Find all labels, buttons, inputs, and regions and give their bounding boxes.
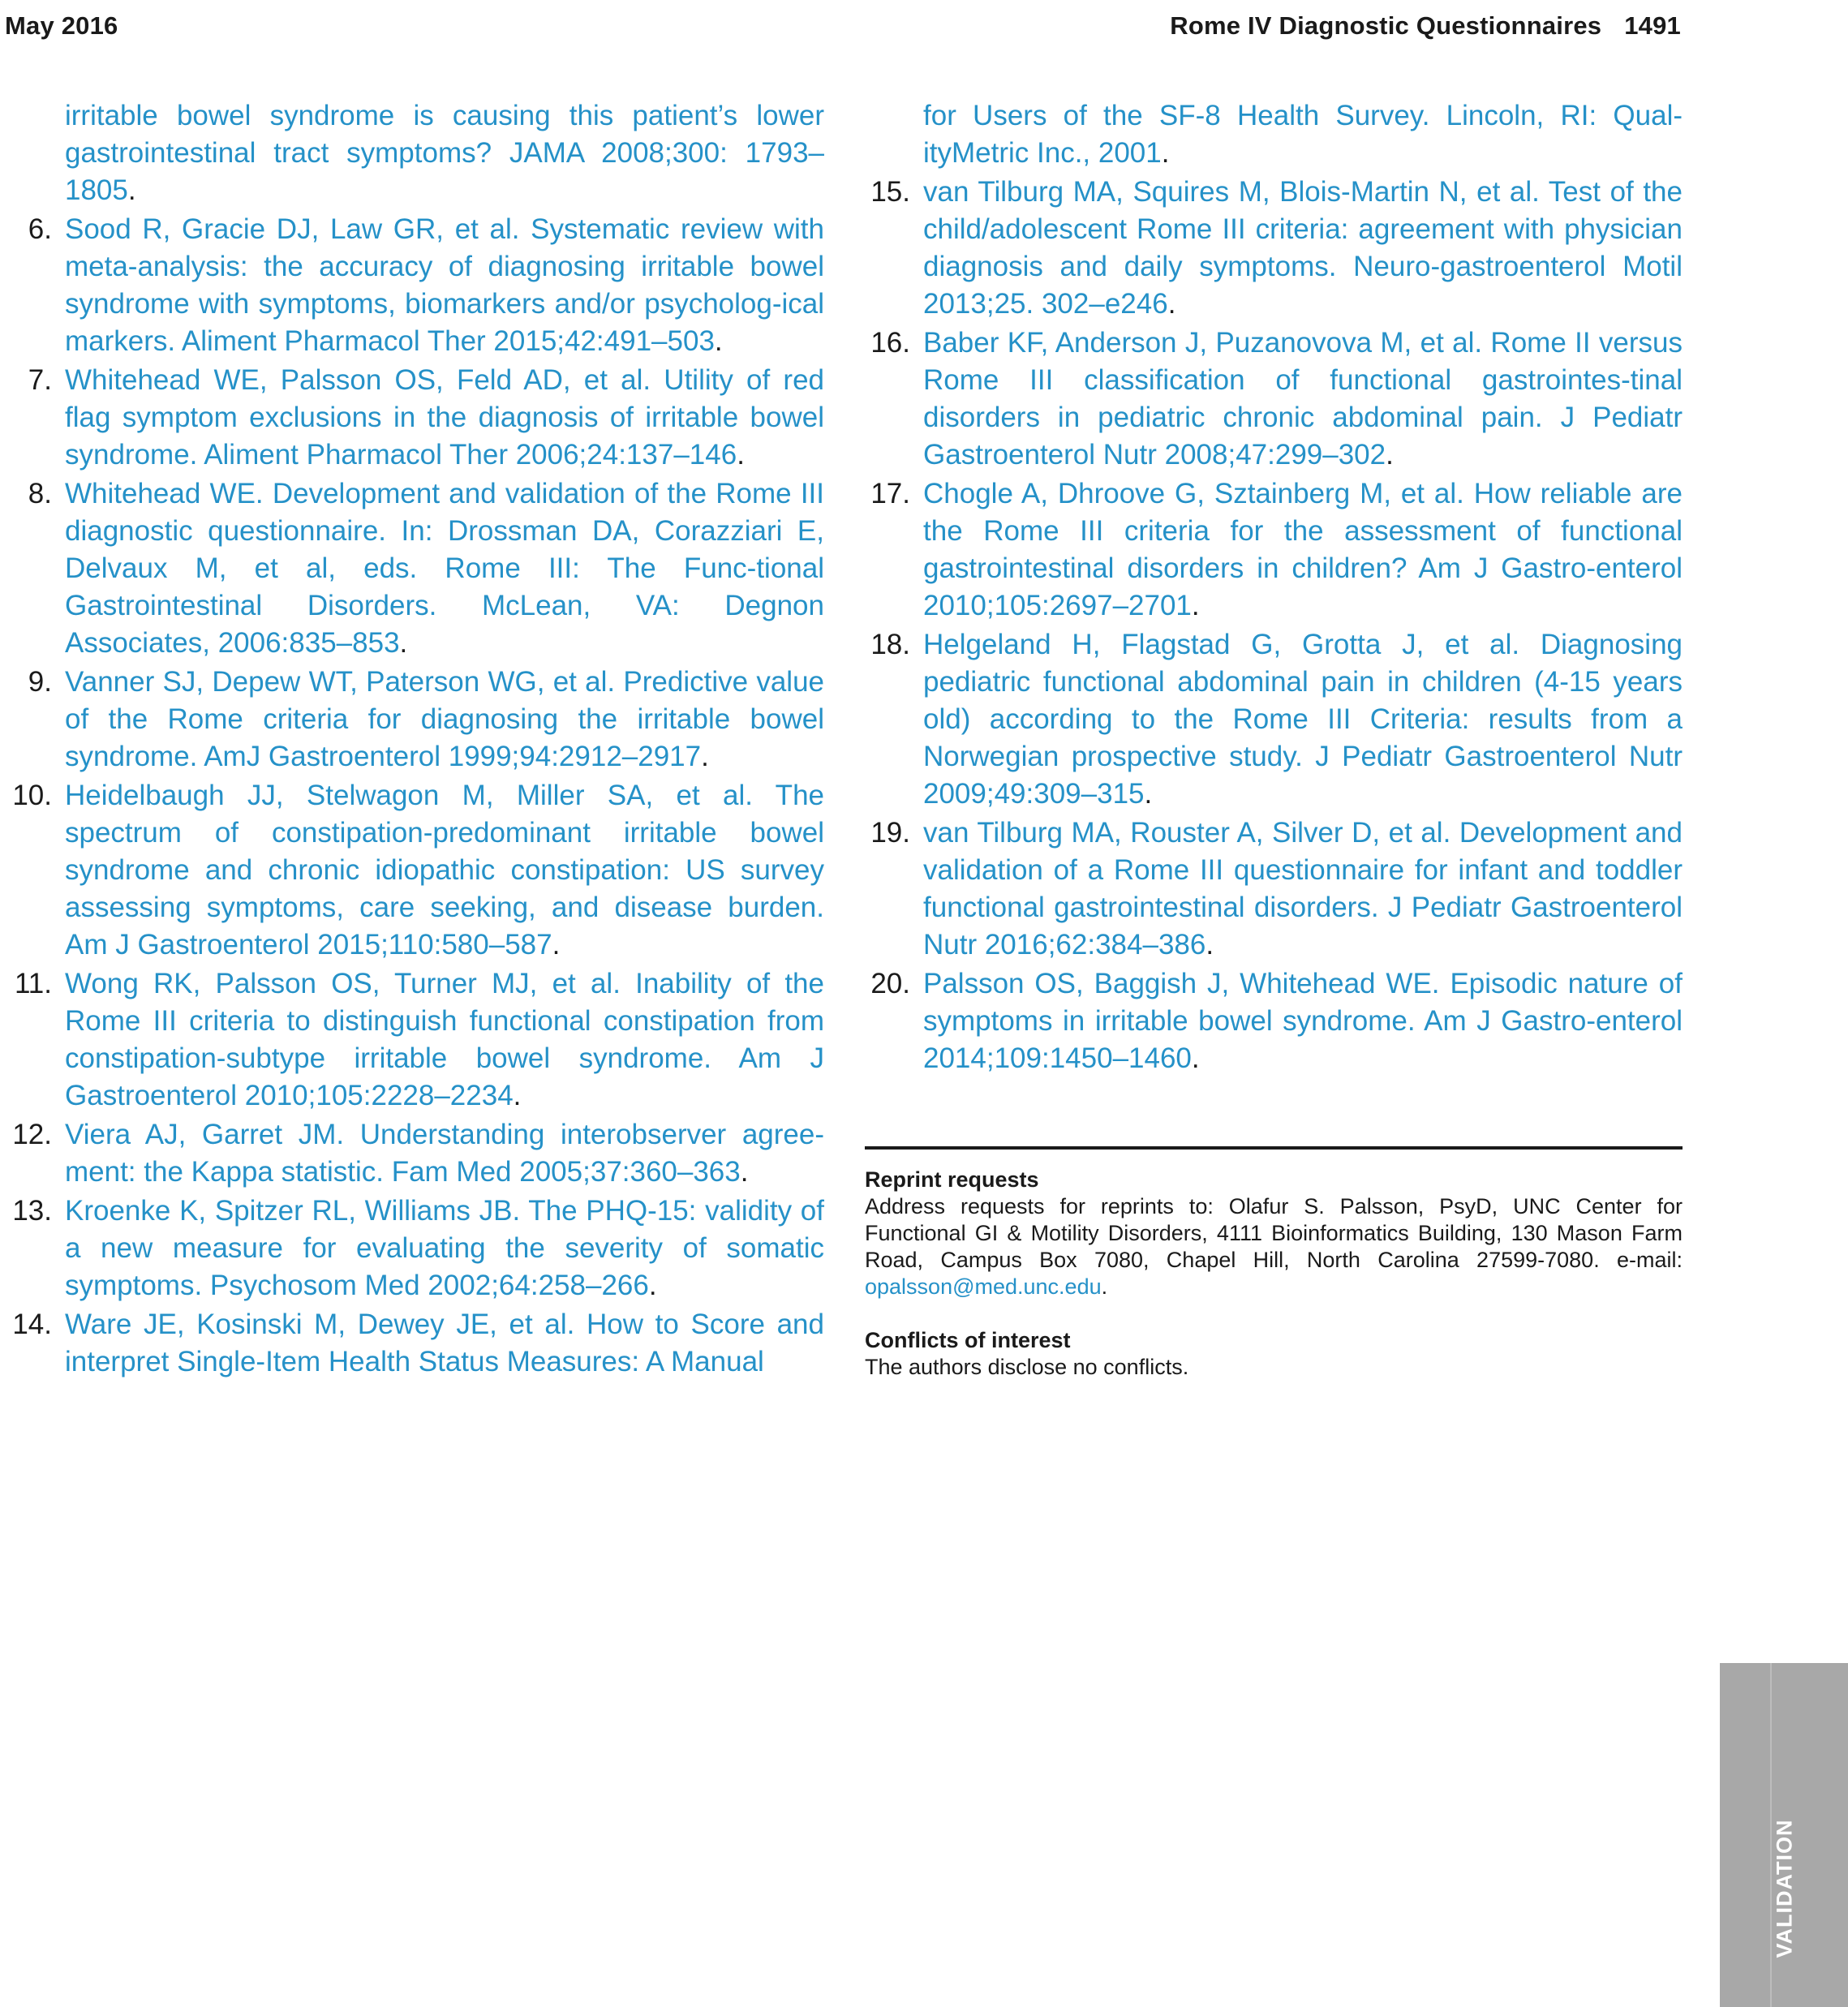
reference-item: 15. van Tilburg MA, Squires M, Blois-Martin N, et al. Test of the child/adolescent Rome III criteria: agreement with physician diagnosis and daily symptoms. Neuro-gastroenterol Motil 2013;25. 302–e246. [862, 174, 1683, 323]
email-link[interactable]: opalsson@med.unc.edu [865, 1274, 1102, 1299]
running-head [5, 6, 1681, 45]
reprint-end: . [1101, 1274, 1108, 1299]
reference-number: 13. [12, 1195, 52, 1227]
reference-item: 17. Chogle A, Dhroove G, Sztainberg M, et al. How reliable are the Rome III criteria for the assessment of functional gastrointestinal disorders in children? Am J Gastro-enterol 2010;105:2697–2701. [862, 475, 1683, 625]
references-right-column [862, 97, 1683, 1079]
conflicts-heading: Conflicts of interest [865, 1328, 1071, 1352]
reference-item: 12. Viera AJ, Garret JM. Understanding interobserver agree-ment: the Kappa statistic. Fam Med 2005;37:360–363. [3, 1116, 824, 1191]
reference-link[interactable]: Palsson OS, Baggish J, Whitehead WE. Episodic nature of symptoms in irritable bowel syndrome. Am J Gastro-enterol 2014;109:1450–1460 [923, 968, 1683, 1074]
reprint-heading: Reprint requests [865, 1167, 1039, 1192]
reference-item: 11. Wong RK, Palsson OS, Turner MJ, et al. Inability of the Rome III criteria to distinguish functional constipation from constipation-subtype irritable bowel syndrome. Am J Gastroenterol 2010;105:2228–2234. [3, 965, 824, 1115]
reference-item: 20. Palsson OS, Baggish J, Whitehead WE. Episodic nature of symptoms in irritable bowel syndrome. Am J Gastro-enterol 2014;109:1450–1460. [862, 965, 1683, 1077]
reference-link[interactable]: van Tilburg MA, Squires M, Blois-Martin N, et al. Test of the child/adolescent Rome III criteria: agreement with physician diagnosis and daily symptoms. Neuro-gastroenterol Motil 2013;25. 302–e246 [923, 176, 1683, 320]
reference-number: 11. [14, 968, 52, 999]
reference-link[interactable]: Helgeland H, Flagstad G, Grotta J, et al. Diagnosing pediatric functional abdominal pain in children (4-15 years old) according to the Rome III Criteria: results from a Norwegian prospective study. J Pediatr Gastroenterol Nutr 2009;49:309–315 [923, 629, 1683, 810]
reference-link[interactable]: Sood R, Gracie DJ, Law GR, et al. Systematic review with meta-analysis: the accuracy of diagnosing irritable bowel syndrome with symptoms, biomarkers and/or psycholog-ical markers. Aliment Pharmacol Ther 2015;42:491–503 [65, 213, 824, 357]
reprint-text: Address requests for reprints to: Olafur S. Palsson, PsyD, UNC Center for Functional GI & Motility Disorders, 4111 Bioinformatics Building, 130 Mason Farm Road, Campus Box 7080, Chapel Hill, North Carolina 27599-7080. e-mail: [865, 1194, 1683, 1272]
reference-number: 20. [870, 968, 910, 999]
reference-number: 8. [28, 478, 52, 509]
reference-number: 14. [12, 1309, 52, 1340]
reference-item: 8. Whitehead WE. Development and validation of the Rome III diagnostic questionnaire. In: Drossman DA, Corazziari E, Delvaux M, et al, eds. Rome III: The Func-tional Gastrointestinal Disorders. McLean, VA: Degnon Associates, 2006:835–853. [3, 475, 824, 662]
article-title: Rome IV Diagnostic Questionnaires [1170, 11, 1602, 40]
reference-item: irritable bowel syndrome is causing this patient’s lower gastrointestinal tract symptoms? JAMA 2008;300: 1793–1805. [65, 100, 824, 206]
reference-link[interactable]: Wong RK, Palsson OS, Turner MJ, et al. Inability of the Rome III criteria to distinguish functional constipation from constipation-subtype irritable bowel syndrome. Am J Gastroenterol 2010;105:2228–2234 [65, 968, 824, 1111]
reference-number: 6. [28, 213, 52, 245]
reference-number: 10. [12, 780, 52, 811]
reference-link[interactable]: for Users of the SF-8 Health Survey. Lincoln, RI: Qual-ityMetric Inc., 2001 [923, 100, 1683, 169]
author-notes [865, 1167, 1683, 1381]
reference-number: 17. [870, 478, 910, 509]
reference-number: 19. [870, 817, 910, 849]
reference-link[interactable]: van Tilburg MA, Rouster A, Silver D, et al. Development and validation of a Rome III questionnaire for infant and toddler functional gastrointestinal disorders. J Pediatr Gastroenterol Nutr 2016;62:384–386 [923, 817, 1683, 961]
reference-item: 6. Sood R, Gracie DJ, Law GR, et al. Systematic review with meta-analysis: the accuracy of diagnosing irritable bowel syndrome with symptoms, biomarkers and/or psycholog-ical markers. Aliment Pharmacol Ther 2015;42:491–503. [3, 211, 824, 360]
reference-item: 9. Vanner SJ, Depew WT, Paterson WG, et al. Predictive value of the Rome criteria for diagnosing the irritable bowel syndrome. AmJ Gastroenterol 1999;94:2912–2917. [3, 664, 824, 776]
page-number: 1491 [1624, 11, 1681, 40]
reference-item: 10. Heidelbaugh JJ, Stelwagon M, Miller SA, et al. The spectrum of constipation-predominant irritable bowel syndrome and chronic idiopathic constipation: US survey assessing symptoms, care seeking, and disease burden. Am J Gastroenterol 2015;110:580–587. [3, 777, 824, 964]
issue-date: May 2016 [5, 11, 118, 40]
reference-number: 15. [870, 176, 910, 208]
reference-number: 18. [870, 629, 910, 660]
reference-link[interactable]: Vanner SJ, Depew WT, Paterson WG, et al. Predictive value of the Rome criteria for diagnosing the irritable bowel syndrome. AmJ Gastroenterol 1999;94:2912–2917 [65, 666, 824, 772]
reference-item: 19. van Tilburg MA, Rouster A, Silver D, et al. Development and validation of a Rome III questionnaire for infant and toddler functional gastrointestinal disorders. J Pediatr Gastroenterol Nutr 2016;62:384–386. [862, 814, 1683, 964]
running-title [1170, 11, 1681, 41]
reference-item [3, 1306, 824, 1381]
reference-item: 18. Helgeland H, Flagstad G, Grotta J, et al. Diagnosing pediatric functional abdominal pain in children (4-15 years old) according to the Rome III Criteria: results from a Norwegian prospective study. J Pediatr Gastroenterol Nutr 2009;49:309–315. [862, 626, 1683, 813]
conflicts-text: The authors disclose no conflicts. [865, 1355, 1189, 1379]
reference-number: 9. [28, 666, 52, 698]
reference-link[interactable]: Viera AJ, Garret JM. Understanding interobserver agree-ment: the Kappa statistic. Fam Med 2005;37:360–363 [65, 1119, 824, 1188]
section-tab [1720, 1663, 1848, 2007]
references-left-column [3, 97, 824, 1382]
reference-number: 7. [28, 364, 52, 396]
reference-link[interactable]: Whitehead WE, Palsson OS, Feld AD, et al. Utility of red flag symptom exclusions in the diagnosis of irritable bowel syndrome. Aliment Pharmacol Ther 2006;24:137–146 [65, 364, 824, 471]
reference-link[interactable]: irritable bowel syndrome is causing this patient’s lower gastrointestinal tract symptoms? JAMA 2008;300: 1793–1805 [65, 100, 824, 206]
reference-link[interactable]: Ware JE, Kosinski M, Dewey JE, et al. How to Score and interpret Single-Item Health Status Measures: A Manual [65, 1309, 824, 1377]
reprint-paragraph [865, 1193, 1683, 1300]
reference-link[interactable]: Whitehead WE. Development and validation of the Rome III diagnostic questionnaire. In: Drossman DA, Corazziari E, Delvaux M, et al, eds. Rome III: The Func-tional Gastrointestinal Disorders. McLean, VA: Degnon Associates, 2006:835–853 [65, 478, 824, 659]
reference-item: 13. Kroenke K, Spitzer RL, Williams JB. The PHQ-15: validity of a new measure for evaluating the severity of somatic symptoms. Psychosom Med 2002;64:258–266. [3, 1193, 824, 1304]
reference-number: 16. [870, 327, 910, 359]
reference-item: 16. Baber KF, Anderson J, Puzanovova M, et al. Rome II versus Rome III classification of functional gastrointes-tinal disorders in pediatric chronic abdominal pain. J Pediatr Gastroenterol Nutr 2008;47:299–302. [862, 324, 1683, 474]
reference-link[interactable]: Chogle A, Dhroove G, Sztainberg M, et al. How reliable are the Rome III criteria for the assessment of functional gastrointestinal disorders in children? Am J Gastro-enterol 2010;105:2697–2701 [923, 478, 1683, 621]
section-divider [865, 1146, 1683, 1150]
reference-item: 7. Whitehead WE, Palsson OS, Feld AD, et al. Utility of red flag symptom exclusions in the diagnosis of irritable bowel syndrome. Aliment Pharmacol Ther 2006;24:137–146. [3, 362, 824, 474]
reference-link[interactable]: Heidelbaugh JJ, Stelwagon M, Miller SA, et al. The spectrum of constipation-predominant irritable bowel syndrome and chronic idiopathic constipation: US survey assessing symptoms, care seeking, and disease burden. Am J Gastroenterol 2015;110:580–587 [65, 780, 824, 961]
reference-item: for Users of the SF-8 Health Survey. Lincoln, RI: Qual-ityMetric Inc., 2001. [923, 100, 1683, 169]
reference-link[interactable]: Kroenke K, Spitzer RL, Williams JB. The PHQ-15: validity of a new measure for evaluating the severity of somatic symptoms. Psychosom Med 2002;64:258–266 [65, 1195, 824, 1301]
section-tab-label: VALIDATION [1772, 1819, 1797, 1958]
reference-link[interactable]: Baber KF, Anderson J, Puzanovova M, et al. Rome II versus Rome III classification of functional gastrointes-tinal disorders in pediatric chronic abdominal pain. J Pediatr Gastroenterol Nutr 2008;47:299–302 [923, 327, 1683, 471]
reference-number: 12. [12, 1119, 52, 1150]
